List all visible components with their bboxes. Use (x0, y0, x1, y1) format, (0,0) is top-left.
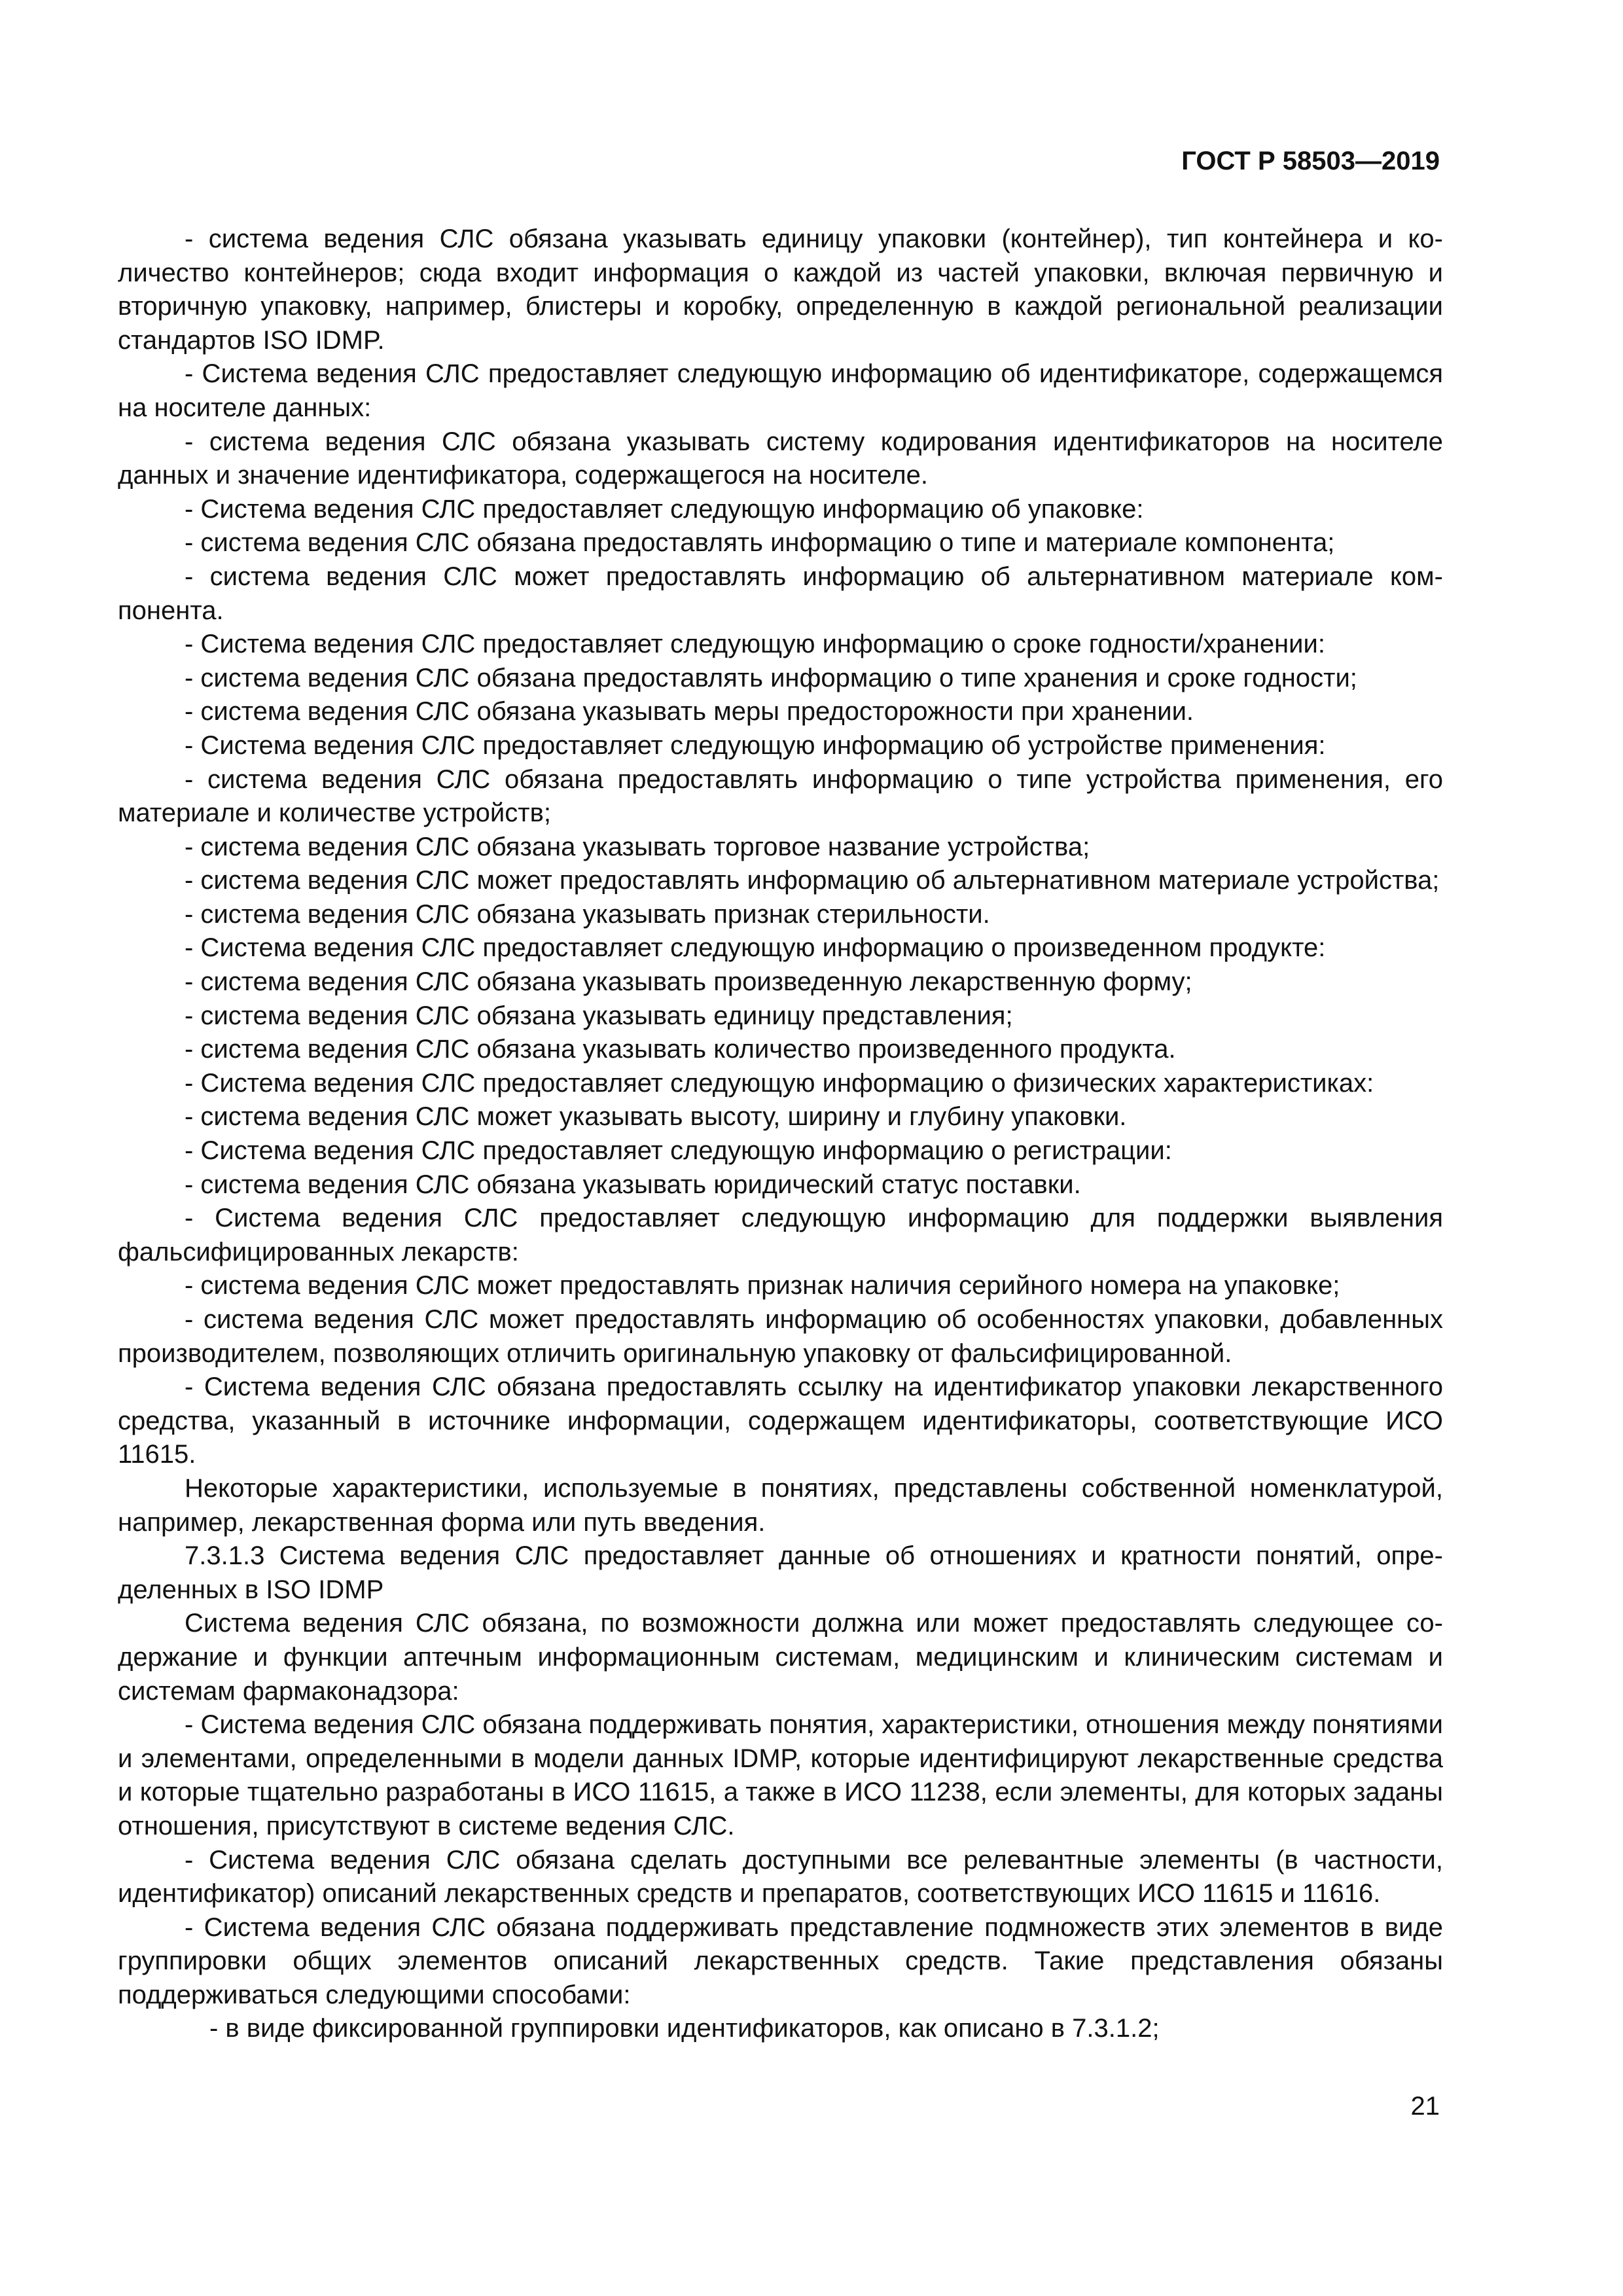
paragraph: Система ведения СЛС обязана, по возможности должна или может предоставлять следующее содержание и функции аптечным информационным системам, медицинским и клиническим системам и системам фармаконадзора: (118, 1609, 1443, 1706)
paragraph: - Система ведения СЛС предоставляет следующую информацию об упаковке: (185, 494, 1144, 524)
section-heading-7-3-1-3: 7.3.1.3 Система ведения СЛС предоставляет данные об отношениях и кратности понятий, определенных в ISO IDMP (118, 1541, 1443, 1604)
paragraph: - система ведения СЛС обязана указывать меры предосторожности при хранении. (185, 697, 1194, 726)
paragraph: - система ведения СЛС может предоставлять признак наличия серийного номера на упаковке; (185, 1271, 1340, 1300)
paragraph: - Система ведения СЛС предоставляет следующую информацию об идентификаторе, содержащемся на носителе данных: (118, 359, 1443, 422)
paragraph: - система ведения СЛС обязана указывать произведенную лекарственную форму; (185, 967, 1192, 997)
paragraph: - система ведения СЛС обязана указывать единицу упаковки (контейнер), тип контейнера и количество контейнеров; сюда входит информация о каждой из частей упаковки, включая первичную и вторичную упаковку, например, блистеры и коробку, определенную в каждой региональной реализации стандартов ISO IDMP. (118, 224, 1443, 355)
paragraph: - Система ведения СЛС предоставляет следующую информацию для поддержки выявления фальсифицированных лекарств: (118, 1204, 1443, 1266)
paragraph: - Система ведения СЛС обязана предоставлять ссылку на идентификатор упаковки лекарственного средства, указанный в источнике информации, содержащем идентификаторы, соответствующие ИСО 11615. (118, 1372, 1443, 1469)
document-header: ГОСТ Р 58503—2019 (1181, 147, 1440, 175)
paragraph: - система ведения СЛС обязана указывать систему кодирования идентификаторов на носителе данных и значение идентификатора, содержащегося на носителе. (118, 427, 1443, 490)
paragraph: - система ведения СЛС может предоставлять информацию об альтернативном материале компонента. (118, 562, 1443, 625)
paragraph: - система ведения СЛС может предоставлять информацию об альтернативном материале устройства; (185, 866, 1440, 895)
paragraph: - Система ведения СЛС обязана поддерживать представление подмножеств этих элементов в виде группировки общих элементов описаний лекарственных средств. Такие представления обязаны поддерживаться следующими способами: (118, 1912, 1443, 2009)
paragraph: - Система ведения СЛС предоставляет следующую информацию об устройстве применения: (185, 730, 1326, 760)
paragraph: - система ведения СЛС обязана указывать юридический статус поставки. (185, 1170, 1081, 1199)
paragraph: - система ведения СЛС обязана предоставлять информацию о типе устройства применения, его материале и количестве устройств; (118, 764, 1443, 828)
paragraph: - Система ведения СЛС обязана сделать доступными все релевантные элементы (в частности, идентификатор) описаний лекарственных средств и препаратов, соответствующих ИСО 11615 и 11616. (118, 1845, 1443, 1909)
paragraph: - система ведения СЛС обязана предоставлять информацию о типе хранения и сроке годности; (185, 663, 1357, 692)
paragraph: - Система ведения СЛС предоставляет следующую информацию о произведенном продукте: (185, 933, 1326, 963)
paragraph: - Система ведения СЛС предоставляет следующую информацию о регистрации: (185, 1136, 1172, 1166)
paragraph: - система ведения СЛС может предоставлять информацию об особенностях упаковки, добавленных производителем, позволяющих отличить оригинальную упаковку от фальсифицированной. (118, 1305, 1443, 1368)
paragraph-subitem: - в виде фиксированной группировки идентификаторов, как описано в 7.3.1.2; (209, 2014, 1160, 2043)
paragraph: - система ведения СЛС может указывать высоту, ширину и глубину упаковки. (185, 1102, 1127, 1132)
paragraph: - Система ведения СЛС предоставляет следующую информацию о сроке годности/хранении: (185, 630, 1325, 659)
paragraph: - система ведения СЛС обязана указывать количество произведенного продукта. (185, 1035, 1176, 1064)
paragraph: - Система ведения СЛС обязана поддерживать понятия, характеристики, отношения между понятиями и элементами, определенными в модели данных IDMP, которые идентифицируют лекарственные средства и которые тщательно разработаны в ИСО 11615, а также в ИСО 11238, если элементы, для которых заданы отношения, присутствуют в системе ведения СЛС. (118, 1710, 1443, 1840)
paragraph: - система ведения СЛС обязана указывать признак стерильности. (185, 899, 990, 929)
page-number: 21 (1410, 2092, 1440, 2121)
paragraph: Некоторые характеристики, используемые в понятиях, представлены собственной номенклатурой, например, лекарственная форма или путь введения. (118, 1473, 1443, 1537)
paragraph: - система ведения СЛС обязана указывать торговое название устройства; (185, 832, 1090, 861)
paragraph: - система ведения СЛС обязана предоставлять информацию о типе и материале компонента; (185, 528, 1335, 558)
document-body (118, 223, 1443, 2046)
paragraph: - система ведения СЛС обязана указывать единицу представления; (185, 1001, 1013, 1030)
paragraph: - Система ведения СЛС предоставляет следующую информацию о физических характеристиках: (185, 1068, 1374, 1098)
